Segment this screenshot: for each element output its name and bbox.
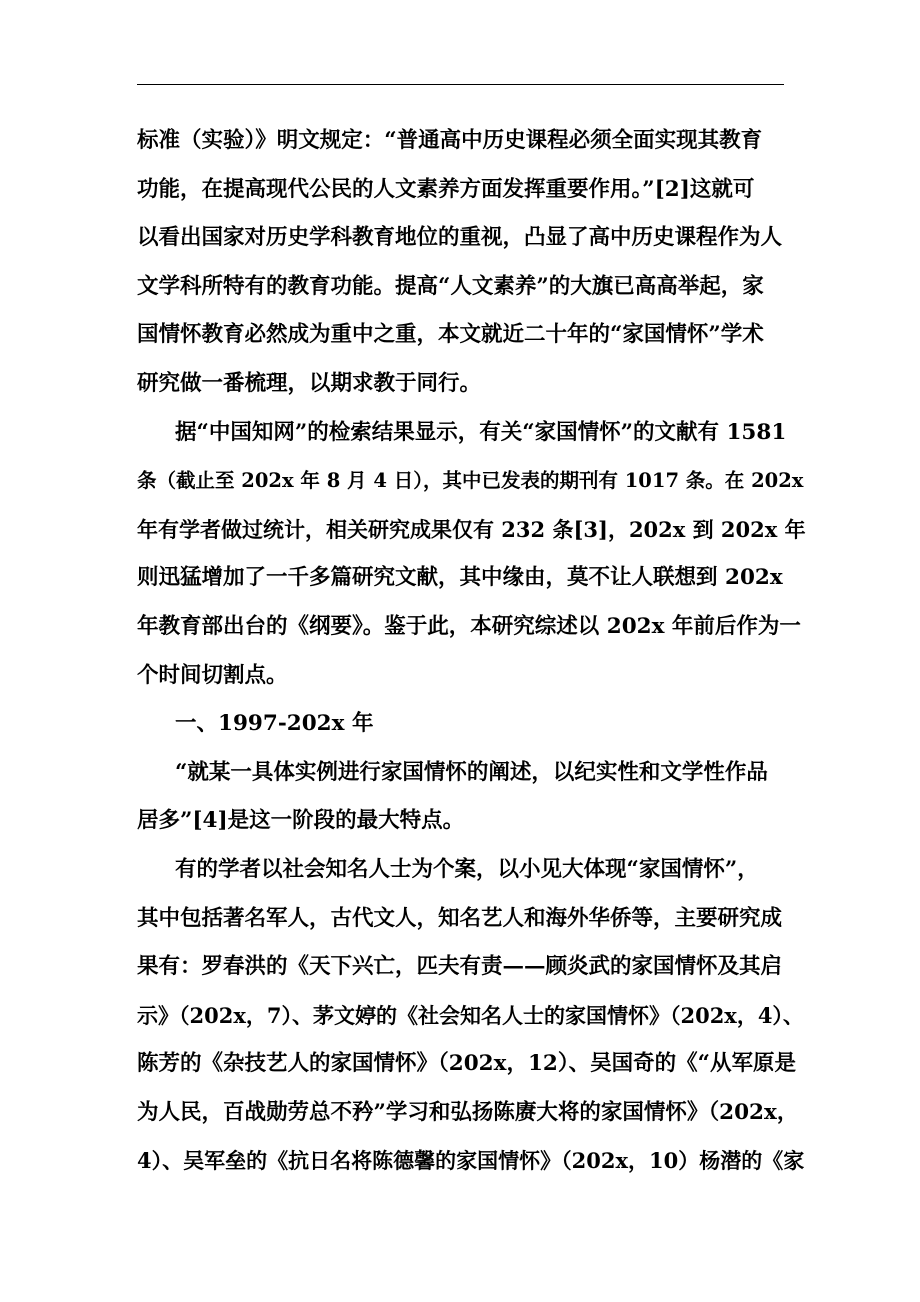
text-line: 果有：罗春洪的《天下兴亡，匹夫有责——顾炎武的家国情怀及其启	[137, 954, 783, 980]
text-line: 居多”[4]是这一阶段的最大特点。	[137, 808, 465, 834]
text-line: 4）、吴军垒的《抗日名将陈德馨的家国情怀》（202x，10）杨潜的《家	[137, 1148, 805, 1174]
text-line: 以看出国家对历史学科教育地位的重视，凸显了高中历史课程作为人	[137, 225, 783, 251]
text-line: 示》（202x，7）、茅文婷的《社会知名人士的家国情怀》（202x，4）、	[137, 1002, 804, 1028]
text-line: 年教育部出台的《纲要》。鉴于此，本研究综述以 202x 年前后作为一	[137, 613, 801, 639]
text-line: 个时间切割点。	[137, 662, 288, 688]
text-line: 国情怀教育必然成为重中之重，本文就近二十年的“家国情怀”学术	[137, 322, 764, 348]
text-line: 据“中国知网”的检索结果显示，有关“家国情怀”的文献有 1581	[175, 419, 787, 445]
document-body	[137, 117, 817, 1186]
text-line: 为人民，百战勋劳总不矜”学习和弘扬陈赓大将的家国情怀》（202x，	[137, 1099, 799, 1125]
text-line: 研究做一番梳理，以期求教于同行。	[137, 370, 482, 396]
text-line: 则迅猛增加了一千多篇研究文献，其中缘由，莫不让人联想到 202x	[137, 565, 783, 591]
text-line: 标准（实验）》明文规定：“普通高中历史课程必须全面实现其教育	[137, 128, 763, 153]
text-line: 年有学者做过统计，相关研究成果仅有 232 条[3]，202x 到 202x 年	[137, 516, 806, 542]
text-line: 文学科所特有的教育功能。提高“人文素养”的大旗已高高举起，家	[137, 273, 764, 299]
text-line: “就某一具体实例进行家国情怀的阐述，以纪实性和文学性作品	[175, 759, 768, 785]
text-line: 其中包括著名军人，古代文人，知名艺人和海外华侨等，主要研究成	[137, 905, 783, 931]
section-heading: 一、1997-202x 年	[175, 711, 374, 737]
text-line: 陈芳的《杂技艺人的家国情怀》（202x，12）、吴国奇的《“从军原是	[137, 1051, 796, 1077]
header-rule	[137, 84, 784, 85]
text-line: 功能，在提高现代公民的人文素养方面发挥重要作用。”[2]这就可	[137, 176, 755, 202]
text-line: 条（截止至 202x 年 8 月 4 日），其中已发表的期刊有 1017 条。在 202x	[137, 469, 804, 493]
text-line: 有的学者以社会知名人士为个案，以小见大体现“家国情怀”，	[175, 856, 759, 882]
